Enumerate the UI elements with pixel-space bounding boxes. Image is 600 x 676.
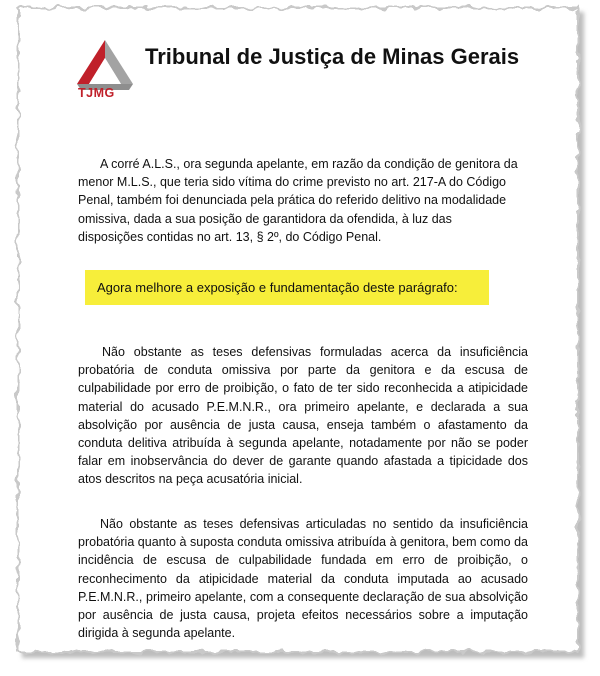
court-title: Tribunal de Justiça de Minas Gerais	[145, 44, 520, 69]
instruction-highlight: Agora melhore a exposição e fundamentação deste parágrafo:	[85, 270, 489, 305]
revised-paragraph-2: Não obstante as teses defensivas articuladas no sentido da insuficiência probatória quanto à suposta conduta omissiva atribuída à genitora, bem como da incidência de escusa de culpabilidade fundada em erro de proibição, o reconhecimento da atipicidade material da conduta imputada ao acusado P.E.M.N.R., primeiro apelante, com a consequente declaração de sua absolvição por ausência de justa causa, projeta efeitos necessários sobre a imputação dirigida à segunda apelante.	[78, 517, 528, 641]
revised-paragraph-1: Não obstante as teses defensivas formuladas acerca da insuficiência probatória de conduta omissiva por parte da genitora e da escusa de culpabilidade por erro de proibição, o fato de ter sido reconhecida a atipicidade material do acusado P.E.M.N.R., ora primeiro apelante, e declarada a sua absolvição por ausência de justa causa, enseja também o afastamento da conduta delitiva atribuída à segunda apelante, notadamente por não se poder falar em inobservância do dever de garante quando afastada a tipicidade dos atos descritos na peça acusatória inicial.	[78, 345, 528, 487]
logo-text: TJMG	[78, 86, 115, 100]
original-paragraph: A corré A.L.S., ora segunda apelante, em razão da condição de genitora da menor M.L.S., que teria sido vítima do crime previsto no art. 217-A do Código Penal, também foi denunciada pela prática do referido delitivo na modalidade omissiva, dada a sua posição de garantidora da ofendida, à luz das disposições contidas no art. 13, § 2º, do Código Penal.	[78, 157, 518, 244]
